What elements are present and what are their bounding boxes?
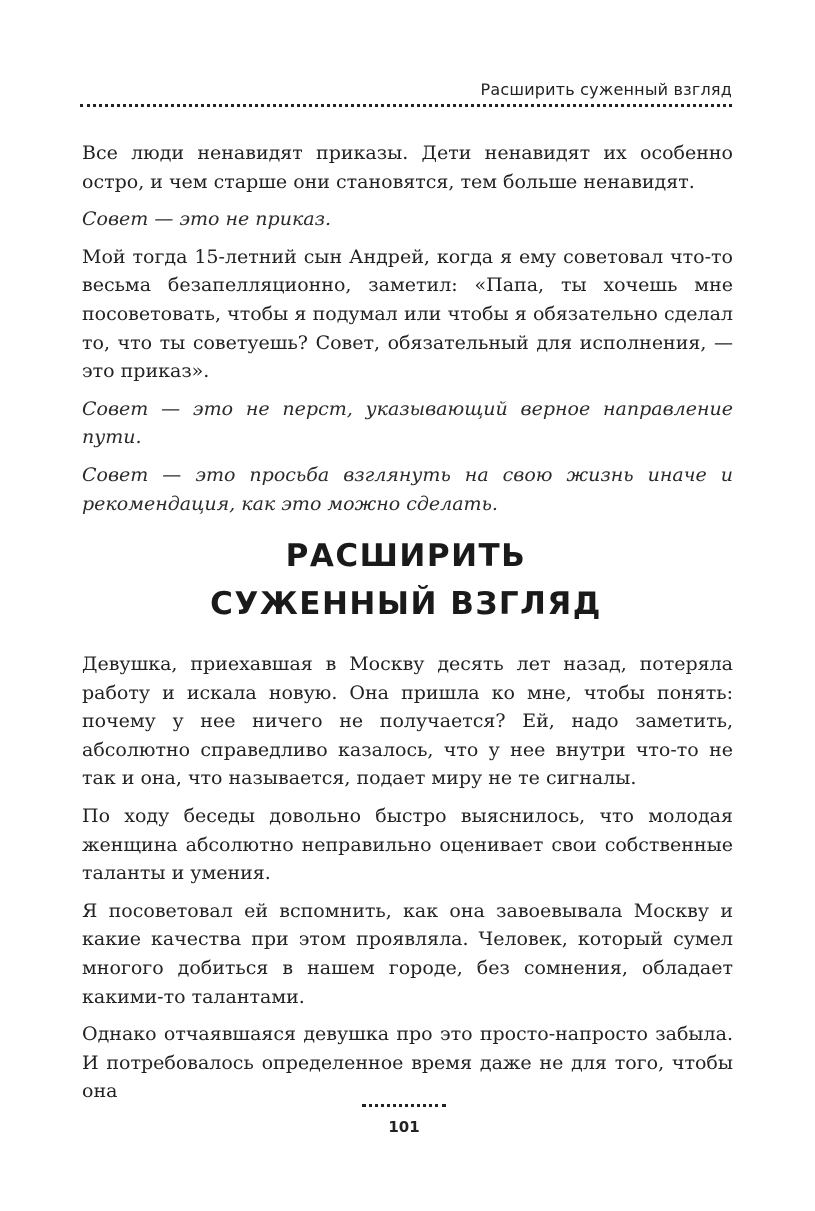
paragraph: Девушка, приехавшая в Москву десять лет назад, потеряла работу и искала новую. Она пришла ко мне, чтобы понять: почему у нее ничего не получается? Ей, надо заметить, абсолютно справедливо казалось, что у нее внутри что-то не так и она, что называется, подает миру не те сигналы.: [82, 653, 733, 790]
italic-paragraph: Совет — это не перст, указывающий верное направление пути.: [82, 397, 733, 449]
chapter-title-line-2: СУЖЕННЫЙ ВЗГЛЯД: [210, 586, 602, 622]
paragraph: Все люди ненавидят приказы. Дети ненавидят их особенно остро, и чем старше они становятся, тем больше ненавидят.: [82, 142, 733, 193]
main-text-block: [82, 650, 733, 1115]
paragraph: Мой тогда 15-летний сын Андрей, когда я ему советовал что-то весьма безапелляционно, заметил: «Папа, ты хочешь мне посоветовать, чтобы я подумал или чтобы я обязательно сделал то, что ты советуешь? Совет, обязательный для исполнения, — это приказ».: [82, 245, 733, 383]
chapter-title: [80, 532, 732, 628]
paragraph: Однако отчаявшаяся девушка про это просто-напросто забыла. И потребовалось определенное время даже не для того, чтобы она: [82, 1023, 733, 1103]
paragraph: Я посоветовал ей вспомнить, как она завоевывала Москву и какие качества при этом проявляла. Человек, который сумел многого добиться в нашем городе, без сомнения, обладает какими-то талантами.: [82, 899, 733, 1008]
page-number: 101: [388, 1118, 420, 1136]
italic-paragraph: Совет — это не приказ.: [82, 208, 332, 231]
italic-paragraph: Совет — это просьба взглянуть на свою жизнь иначе и рекомендация, как это можно сделать.: [82, 463, 733, 515]
running-head: Расширить суженный взгляд: [480, 80, 732, 99]
header-dotted-rule: [80, 104, 732, 107]
chapter-title-line-1: РАСШИРИТЬ: [285, 538, 527, 574]
intro-text-block: [82, 139, 733, 527]
paragraph: По ходу беседы довольно быстро выяснилось, что молодая женщина абсолютно неправильно оценивает свои собственные таланты и умения.: [82, 804, 733, 885]
footer-dotted-rule: [362, 1104, 446, 1107]
